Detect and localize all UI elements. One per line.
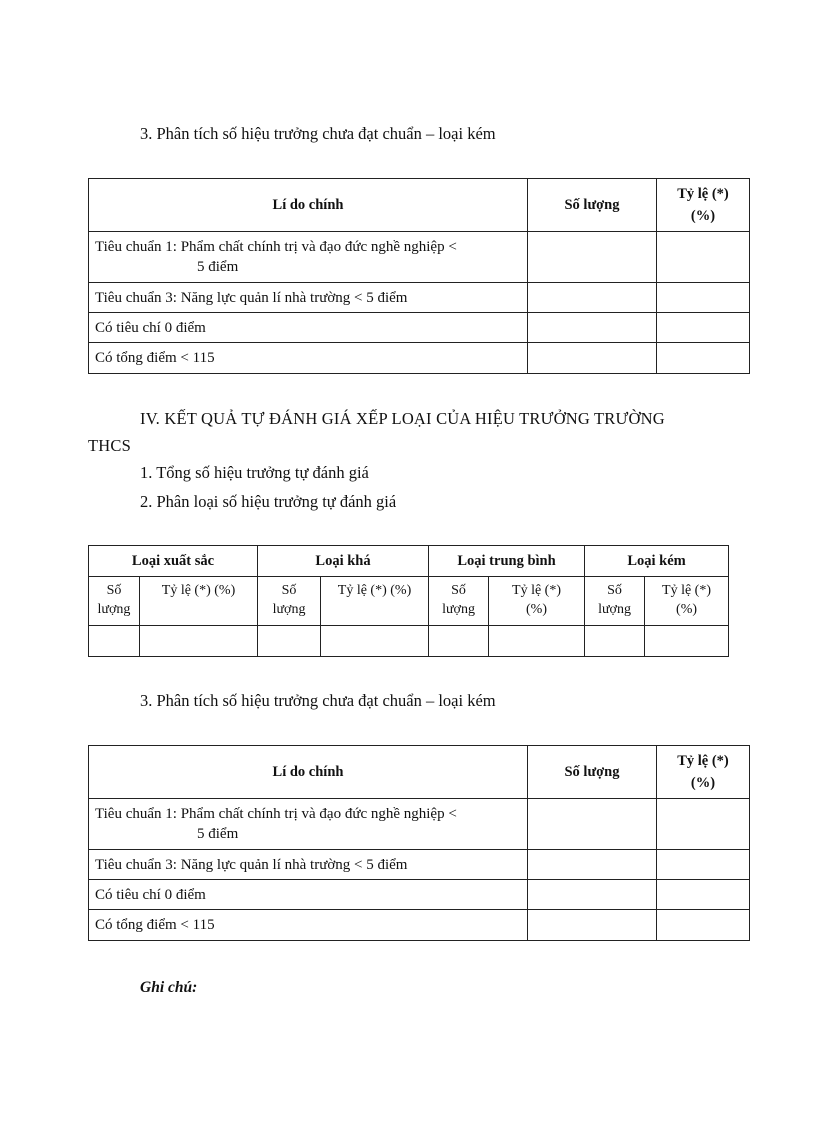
reason-table — [88, 178, 750, 374]
header-ratio-line1: Tỷ lệ (*) — [677, 186, 729, 202]
count-cell — [528, 232, 657, 283]
reason-cell: Có tổng điểm < 115 — [89, 910, 528, 941]
ratio-cell — [657, 232, 750, 283]
reason-cell — [89, 232, 528, 283]
value-cell — [321, 626, 429, 657]
count-cell — [528, 343, 657, 374]
sub-ratio: Tỷ lệ (*) (%) — [489, 577, 585, 626]
value-cell — [489, 626, 585, 657]
ratio-cell — [657, 910, 750, 941]
group-poor: Loại kém — [585, 546, 729, 577]
header-ratio — [657, 746, 750, 799]
group-average: Loại trung bình — [429, 546, 585, 577]
reason-cell: Tiêu chuẩn 3: Năng lực quản lí nhà trường < 5 điểm — [89, 283, 528, 313]
note-label: Ghi chú: — [140, 979, 198, 996]
value-cell — [429, 626, 489, 657]
count-cell — [528, 880, 657, 910]
reason-cell — [89, 799, 528, 850]
reason-cell: Có tiêu chí 0 điểm — [89, 313, 528, 343]
reason-text-cont: 5 điểm — [197, 826, 239, 842]
count-cell — [528, 283, 657, 313]
reason-text: Tiêu chuẩn 1: Phẩm chất chính trị và đạo đức nghề nghiệp < — [95, 239, 457, 255]
ratio-cell — [657, 313, 750, 343]
sub-ratio: Tỷ lệ (*) (%) — [321, 577, 429, 626]
group-good: Loại khá — [258, 546, 429, 577]
header-count: Số lượng — [528, 179, 657, 232]
reason-table — [88, 745, 750, 941]
sub-ratio: Tỷ lệ (*) (%) — [645, 577, 729, 626]
value-cell — [645, 626, 729, 657]
group-excellent: Loại xuất sắc — [89, 546, 258, 577]
ratio-cell — [657, 799, 750, 850]
section-iv-title — [88, 405, 748, 459]
ratio-cell — [657, 880, 750, 910]
reason-cell: Có tiêu chí 0 điểm — [89, 880, 528, 910]
section-iv-title-line1: IV. KẾT QUẢ TỰ ĐÁNH GIÁ XẾP LOẠI CỦA HIỆU TRƯỞNG TRƯỜNG — [140, 409, 665, 428]
classification-table — [88, 545, 729, 657]
reason-cell: Tiêu chuẩn 3: Năng lực quản lí nhà trường < 5 điểm — [89, 850, 528, 880]
value-cell — [140, 626, 258, 657]
sub-count: Số lượng — [429, 577, 489, 626]
reason-cell: Có tổng điểm < 115 — [89, 343, 528, 374]
section-heading: 3. Phân tích số hiệu trưởng chưa đạt chuẩn – loại kém — [140, 691, 496, 710]
ratio-cell — [657, 850, 750, 880]
value-cell — [89, 626, 140, 657]
section-heading: 3. Phân tích số hiệu trưởng chưa đạt chuẩn – loại kém — [140, 124, 496, 143]
reason-text: Tiêu chuẩn 1: Phẩm chất chính trị và đạo đức nghề nghiệp < — [95, 806, 457, 822]
sub-ratio: Tỷ lệ (*) (%) — [140, 577, 258, 626]
ratio-cell — [657, 283, 750, 313]
ratio-cell — [657, 343, 750, 374]
header-ratio-line2: (%) — [690, 208, 716, 224]
header-count: Số lượng — [528, 746, 657, 799]
header-ratio-line2: (%) — [690, 775, 716, 791]
sub-count: Số lượng — [89, 577, 140, 626]
item-total: 1. Tổng số hiệu trưởng tự đánh giá — [140, 463, 369, 482]
header-ratio — [657, 179, 750, 232]
count-cell — [528, 799, 657, 850]
value-cell — [585, 626, 645, 657]
header-ratio-line1: Tỷ lệ (*) — [677, 753, 729, 769]
header-reason: Lí do chính — [89, 746, 528, 799]
count-cell — [528, 850, 657, 880]
sub-count: Số lượng — [258, 577, 321, 626]
sub-count: Số lượng — [585, 577, 645, 626]
count-cell — [528, 910, 657, 941]
header-reason: Lí do chính — [89, 179, 528, 232]
count-cell — [528, 313, 657, 343]
item-classification: 2. Phân loại số hiệu trưởng tự đánh giá — [140, 492, 397, 511]
value-cell — [258, 626, 321, 657]
section-iv-title-line2: THCS — [88, 436, 131, 455]
reason-text-cont: 5 điểm — [197, 259, 239, 275]
